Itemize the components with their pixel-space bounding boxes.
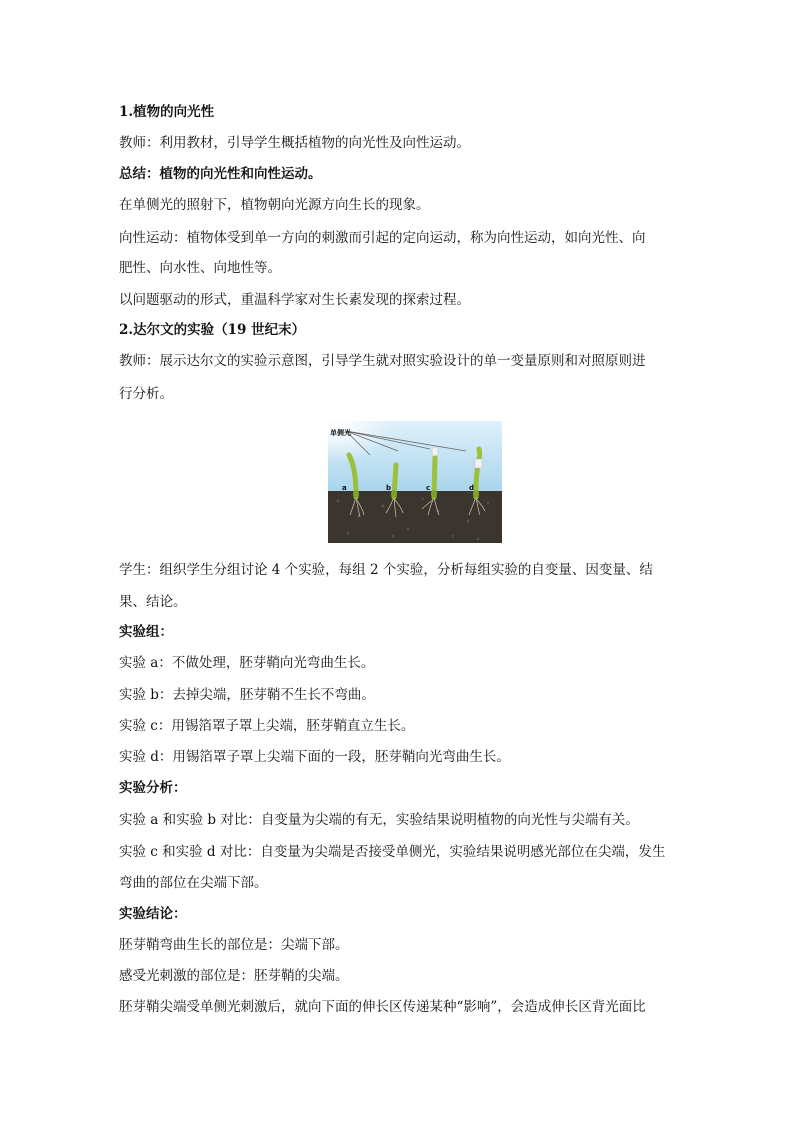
text-line-11: 学生：组织学生分组讨论 4 个实验，每组 2 个实验，分析每组实验的自变量、因变量、结 bbox=[119, 562, 653, 578]
text-line-24: 感受光刺激的部位是：胚芽鞘的尖端。 bbox=[119, 968, 349, 984]
text-line-17: 实验 d：用锡箔罩子罩上尖端下面的一段，胚芽鞘向光弯曲生长。 bbox=[119, 749, 510, 765]
text-line-2: 教师：利用教材，引导学生概括植物的向光性及向性运动。 bbox=[119, 135, 470, 151]
text-line-14: 实验 a：不做处理，胚芽鞘向光弯曲生长。 bbox=[119, 655, 375, 671]
text-line-22: 实验结论： bbox=[119, 906, 187, 922]
text-line-5: 向性运动：植物体受到单一方向的刺激而引起的定向运动，称为向性运动，如向光性、向 bbox=[119, 230, 646, 246]
foil-band-d bbox=[475, 459, 482, 468]
text-line-16: 实验 c：用锡箔罩子罩上尖端，胚芽鞘直立生长。 bbox=[119, 718, 415, 734]
text-line-19: 实验 a 和实验 b 对比：自变量为尖端的有无，实验结果说明植物的向光性与尖端有关。 bbox=[119, 812, 639, 828]
text-line-1: 1.植物的向光性 bbox=[119, 104, 215, 120]
text-line-7: 以问题驱动的形式，重温科学家对生长素发现的探索过程。 bbox=[119, 292, 470, 308]
text-line-15: 实验 b：去掉尖端，胚芽鞘不生长不弯曲。 bbox=[119, 687, 375, 703]
text-line-13: 实验组： bbox=[119, 624, 173, 640]
text-line-20: 实验 c 和实验 d 对比：自变量为尖端是否接受单侧光，实验结果说明感光部位在尖端，发生 bbox=[119, 844, 666, 860]
text-line-25: 胚芽鞘尖端受单侧光刺激后，就向下面的伸长区传递某种“影响”，会造成伸长区背光面比 bbox=[119, 999, 646, 1015]
text-line-10: 行分析。 bbox=[119, 386, 173, 402]
light-label: 单侧光 bbox=[330, 429, 351, 437]
foil-cap-c bbox=[432, 447, 438, 456]
text-line-9: 教师：展示达尔文的实验示意图，引导学生就对照实验设计的单一变量原则和对照原则进 bbox=[119, 353, 646, 369]
text-line-4: 在单侧光的照射下，植物朝向光源方向生长的现象。 bbox=[119, 197, 430, 213]
text-line-21: 弯曲的部位在尖端下部。 bbox=[119, 875, 268, 891]
text-line-12: 果、结论。 bbox=[119, 594, 187, 610]
label-d: d bbox=[469, 484, 475, 492]
text-line-3: 总结：植物的向光性和向性运动。 bbox=[119, 166, 322, 182]
text-line-18: 实验分析： bbox=[119, 780, 187, 796]
darwin-experiment-figure bbox=[328, 421, 502, 543]
text-line-23: 胚芽鞘弯曲生长的部位是：尖端下部。 bbox=[119, 937, 349, 953]
label-c: c bbox=[426, 484, 431, 492]
label-a: a bbox=[342, 484, 347, 492]
text-line-8: 2.达尔文的实验（19 世纪末） bbox=[119, 322, 306, 338]
text-line-6: 肥性、向水性、向地性等。 bbox=[119, 260, 281, 276]
label-b: b bbox=[386, 484, 392, 492]
